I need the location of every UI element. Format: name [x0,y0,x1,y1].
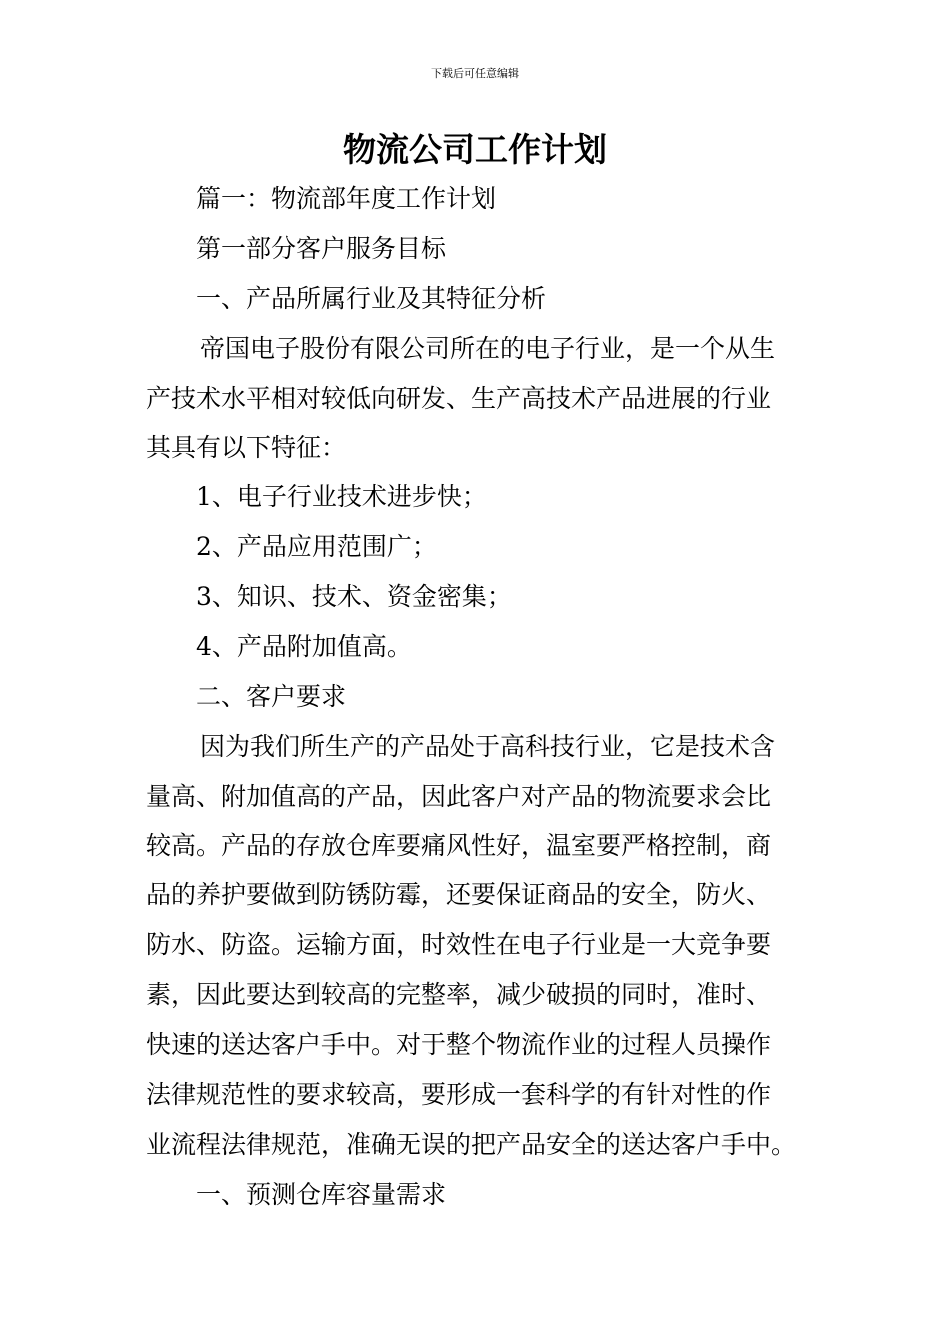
paragraph-line: 帝国电子股份有限公司所在的电子行业，是一个从生 [200,334,776,363]
paragraph-line: 素，因此要达到较高的完整率，减少破损的同时，准时、 [146,980,772,1009]
paragraph-line: 防水、防盗。运输方面，时效性在电子行业是一大竞争要 [146,930,772,959]
document-title: 物流公司工作计划 [343,130,607,169]
paragraph-line: 品的养护要做到防锈防霉，还要保证商品的安全，防火、 [146,880,772,909]
paragraph-line: 法律规范性的要求较高，要形成一套科学的有针对性的作 [146,1080,772,1109]
paragraph-line: 量高、附加值高的产品，因此客户对产品的物流要求会比 [146,782,772,811]
section-heading-part-one: 篇一：物流部年度工作计划 [196,184,497,213]
header-note: 下载后可任意编辑 [431,67,519,80]
paragraph-line: 较高。产品的存放仓库要痛风性好，温室要严格控制，商 [146,831,772,860]
paragraph-line: 快速的送达客户手中。对于整个物流作业的过程人员操作 [146,1030,772,1059]
list-item: 3、知识、技术、资金密集； [196,582,512,611]
paragraph-line: 产技术水平相对较低向研发、生产高技术产品进展的行业 [146,384,772,413]
paragraph-line: 业流程法律规范，准确无误的把产品安全的送达客户手中。 [146,1130,797,1159]
list-item: 2、产品应用范围广； [196,532,437,561]
section-heading-warehouse: 一、预测仓库容量需求 [196,1180,447,1209]
paragraph-line: 其具有以下特征： [146,433,347,462]
list-item: 4、产品附加值高。 [196,632,412,661]
section-heading-requirements: 二、客户要求 [196,682,347,711]
list-item: 1、电子行业技术进步快； [196,482,487,511]
paragraph-line: 因为我们所生产的产品处于高科技行业，它是技术含 [200,732,776,761]
section-heading-customer-service: 第一部分客户服务目标 [196,234,447,263]
section-heading-industry: 一、产品所属行业及其特征分析 [196,284,547,313]
